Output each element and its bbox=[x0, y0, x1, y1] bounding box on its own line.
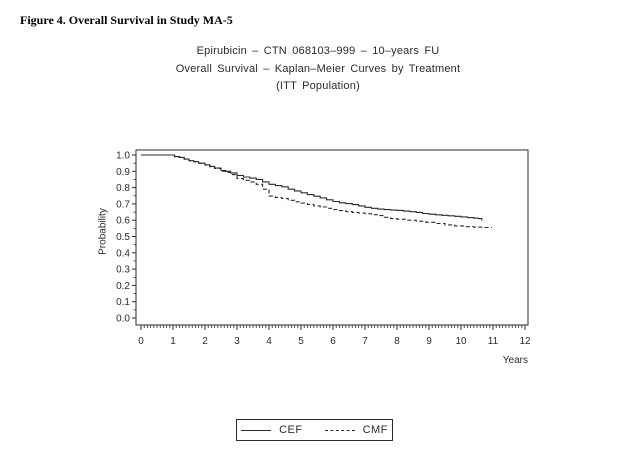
svg-text:0: 0 bbox=[138, 336, 144, 347]
svg-text:4: 4 bbox=[266, 336, 272, 347]
svg-text:0.2: 0.2 bbox=[116, 280, 130, 292]
svg-text:0.7: 0.7 bbox=[116, 199, 130, 211]
chart-title-line-3: (ITT Population) bbox=[276, 80, 360, 92]
chart-title-line-2: Overall Survival – Kaplan–Meier Curves by Treatment bbox=[175, 62, 461, 75]
svg-text:0.8: 0.8 bbox=[116, 183, 130, 195]
svg-text:7: 7 bbox=[362, 336, 368, 347]
svg-text:10: 10 bbox=[455, 336, 467, 347]
svg-text:0.5: 0.5 bbox=[116, 232, 130, 243]
svg-text:9: 9 bbox=[426, 336, 432, 347]
svg-text:0.3: 0.3 bbox=[116, 264, 130, 276]
chart-title-line-1: Epirubicin – CTN 068103–999 – 10–years FU bbox=[196, 45, 440, 57]
cmf-line-sample-icon bbox=[325, 430, 355, 431]
svg-text:0.9: 0.9 bbox=[116, 166, 130, 178]
svg-text:0.4: 0.4 bbox=[116, 248, 130, 260]
legend-label-cef: CEF bbox=[279, 424, 303, 436]
svg-text:1: 1 bbox=[170, 336, 176, 347]
svg-text:11: 11 bbox=[487, 336, 499, 347]
svg-text:0.0: 0.0 bbox=[116, 313, 130, 325]
svg-text:0.1: 0.1 bbox=[116, 297, 130, 309]
figure-title: Figure 4. Overall Survival in Study MA-5 bbox=[20, 13, 233, 27]
svg-text:2: 2 bbox=[202, 336, 208, 347]
svg-text:0.6: 0.6 bbox=[116, 215, 130, 227]
x-axis-title: Years bbox=[502, 355, 528, 366]
svg-text:1.0: 1.0 bbox=[116, 150, 130, 162]
cef-line-sample-icon bbox=[241, 430, 271, 431]
svg-text:6: 6 bbox=[330, 336, 336, 347]
svg-text:5: 5 bbox=[298, 336, 304, 347]
legend-box bbox=[236, 419, 393, 441]
svg-text:12: 12 bbox=[519, 336, 531, 347]
legend-label-cmf: CMF bbox=[362, 424, 388, 436]
y-axis-title: Probability bbox=[97, 208, 109, 255]
svg-text:3: 3 bbox=[234, 336, 240, 347]
svg-text:8: 8 bbox=[394, 336, 400, 347]
